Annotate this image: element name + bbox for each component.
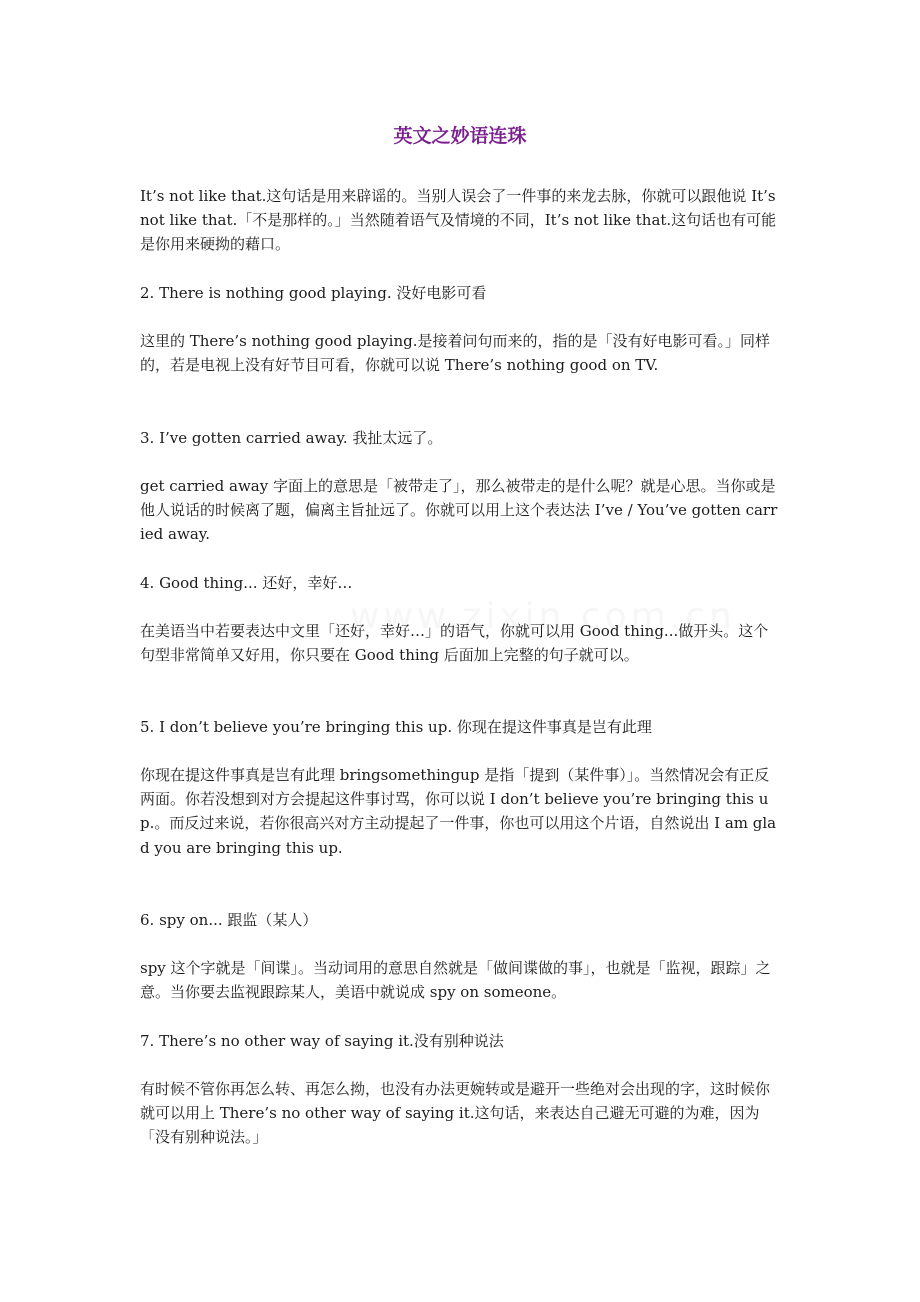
phrase-heading-7: 7. There’s no other way of saying it.没有别种说法 [140, 1032, 504, 1050]
paragraph-3: get carried away 字面上的意思是「被带走了」，那么被带走的是什么呢？就是心思。当你或是他人说话的时候离了题，偏离主旨扯远了。你就可以用上这个表达法 I’ve / You’ve gotten carried away. [140, 477, 778, 544]
document-title: 英文之妙语连珠 [393, 125, 527, 147]
paragraph-4: 在美语当中若要表达中文里「还好，幸好…」的语气，你就可以用 Good thing...做开头。这个句型非常简单又好用，你只要在 Good thing 后面加上完整的句子就可以。 [140, 622, 769, 665]
paragraph-5: 你现在提这件事真是岂有此理 bringsomethingup 是指「提到（某件事）」。当然情况会有正反两面。你若没想到对方会提起这件事讨骂，你可以说 I don’t believe you’re bringing this up.。而反过来说，若你很高兴对方主动提起了一件事，你也可以用这个片语，自然说出 I am glad you are bringing this up. [140, 766, 777, 857]
paragraph-2: 这里的 There’s nothing good playing.是接着问句而来的，指的是「没有好电影可看。」同样的，若是电视上没有好节目可看，你就可以说 There’s nothing good on TV. [140, 332, 770, 375]
paragraph-intro: It’s not like that.这句话是用来辟谣的。当别人误会了一件事的来龙去脉，你就可以跟他说 It’s not like that.「不是那样的。」当然随着语气及情境的不同，It’s not like that.这句话也有可能是你用来硬拗的藉口。 [140, 187, 777, 254]
phrase-heading-3: 3. I’ve gotten carried away. 我扯太远了。 [140, 429, 443, 447]
document-body [140, 184, 782, 1154]
phrase-heading-4: 4. Good thing... 还好，幸好… [140, 574, 353, 592]
phrase-heading-2: 2. There is nothing good playing. 没好电影可看 [140, 284, 487, 302]
phrase-heading-5: 5. I don’t believe you’re bringing this up. 你现在提这件事真是岂有此理 [140, 718, 652, 736]
phrase-heading-6: 6. spy on... 跟监（某人） [140, 911, 318, 929]
paragraph-6: spy 这个字就是「间谍」。当动词用的意思自然就是「做间谍做的事」，也就是「监视，跟踪」之意。当你要去监视跟踪某人，美语中就说成 spy on someone。 [140, 959, 771, 1002]
paragraph-7: 有时候不管你再怎么转、再怎么拗，也没有办法更婉转或是避开一些绝对会出现的字，这时候你就可以用上 There’s no other way of saying it.这句话，来表达自己避无可避的为难，因为「没有别种说法。」 [140, 1080, 771, 1147]
